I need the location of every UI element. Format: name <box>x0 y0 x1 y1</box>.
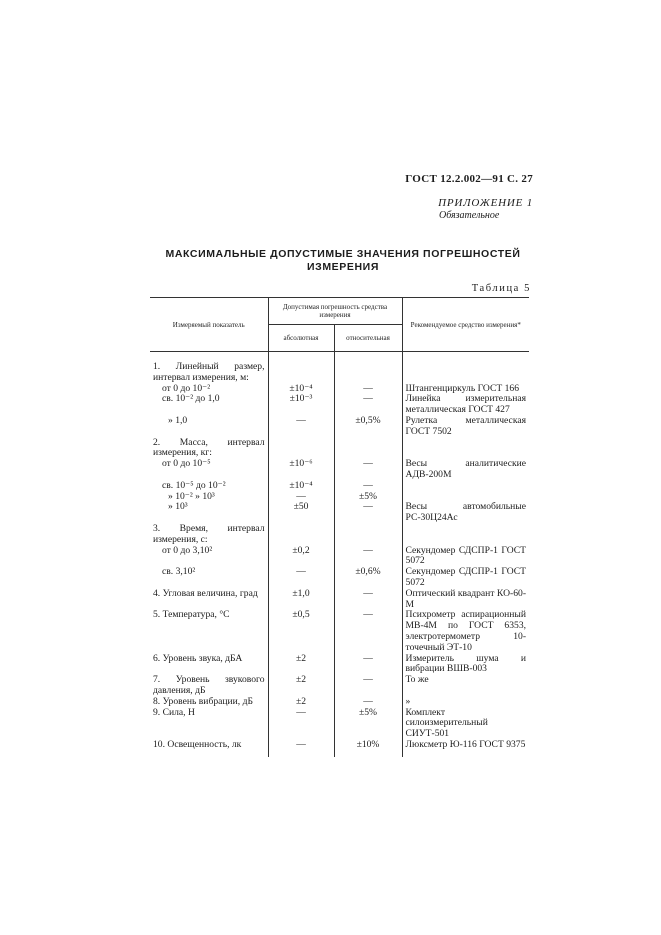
cell-relative: ±5% <box>334 492 402 503</box>
cell-instrument: Весы автомобильные РС-30Ц24Ас <box>402 502 529 524</box>
cell-indicator: 4. Угловая величина, град <box>150 589 268 611</box>
cell-relative: — <box>334 502 402 524</box>
table-row <box>150 459 529 481</box>
table-row <box>150 394 529 416</box>
cell-absolute: ±2 <box>268 675 334 697</box>
cell-indicator: » 1,0 <box>150 416 268 438</box>
cell-instrument <box>402 352 529 384</box>
cell-indicator: от 0 до 10⁻⁵ <box>150 459 268 481</box>
cell-instrument: Линейка измерительная металлическая ГОСТ 427 <box>402 394 529 416</box>
cell-instrument: Секундомер СДСПР-1 ГОСТ 5072 <box>402 546 529 568</box>
cell-absolute <box>268 524 334 546</box>
table-row <box>150 740 529 757</box>
header-error-group: Допустимая погрешность средства измерения <box>268 298 402 325</box>
cell-relative: — <box>334 610 402 653</box>
header-absolute: абсолютная <box>268 325 334 352</box>
cell-relative <box>334 524 402 546</box>
cell-indicator: 1. Линейный размер, интервал измерения, м: <box>150 352 268 384</box>
cell-indicator: 8. Уровень вибрации, дБ <box>150 697 268 708</box>
cell-instrument <box>402 524 529 546</box>
cell-instrument: Штангенциркуль ГОСТ 166 <box>402 384 529 395</box>
cell-instrument: Секундомер СДСПР-1 ГОСТ 5072 <box>402 567 529 589</box>
cell-indicator: 10. Освещенность, лк <box>150 740 268 757</box>
header-indicator: Измеряемый показатель <box>150 298 268 352</box>
cell-absolute <box>268 352 334 384</box>
cell-relative: — <box>334 697 402 708</box>
cell-absolute: ±10⁻⁴ <box>268 384 334 395</box>
cell-indicator: 7. Уровень звукового давления, дБ <box>150 675 268 697</box>
cell-instrument <box>402 438 529 460</box>
cell-absolute: ±0,5 <box>268 610 334 653</box>
cell-indicator: св. 3,10² <box>150 567 268 589</box>
table-row <box>150 352 529 384</box>
cell-indicator: » 10⁻² » 10³ <box>150 492 268 503</box>
table-row <box>150 438 529 460</box>
cell-instrument: Люксметр Ю-116 ГОСТ 9375 <box>402 740 529 757</box>
cell-relative <box>334 438 402 460</box>
cell-indicator: от 0 до 3,10² <box>150 546 268 568</box>
table-row <box>150 610 529 653</box>
cell-indicator: 2. Масса, интервал измерения, кг: <box>150 438 268 460</box>
document-reference: ГОСТ 12.2.002—91 С. 27 <box>405 173 533 185</box>
cell-indicator: св. 10⁻⁵ до 10⁻² <box>150 481 268 492</box>
error-limits-table <box>150 297 529 757</box>
table-row <box>150 524 529 546</box>
cell-instrument: Комплект силоизмерительный СИУТ-501 <box>402 708 529 740</box>
appendix-label: ПРИЛОЖЕНИЕ 1 <box>438 197 533 209</box>
cell-absolute: — <box>268 416 334 438</box>
cell-indicator: св. 10⁻² до 1,0 <box>150 394 268 416</box>
cell-relative <box>334 352 402 384</box>
cell-absolute: — <box>268 492 334 503</box>
cell-relative: ±0,5% <box>334 416 402 438</box>
cell-relative: — <box>334 459 402 481</box>
cell-absolute: ±10⁻³ <box>268 394 334 416</box>
cell-instrument: » <box>402 697 529 708</box>
cell-instrument: Психрометр аспирационный МВ-4М по ГОСТ 6353, электротермометр 10-точечный ЭТ-10 <box>402 610 529 653</box>
table-row <box>150 546 529 568</box>
cell-instrument: Измеритель шума и вибрации ВШВ-003 <box>402 654 529 676</box>
page-title: МАКСИМАЛЬНЫЕ ДОПУСТИМЫЕ ЗНАЧЕНИЯ ПОГРЕШНОСТЕЙ ИЗМЕРЕНИЯ <box>165 248 521 273</box>
cell-relative: ±10% <box>334 740 402 757</box>
appendix-status: Обязательное <box>439 210 500 221</box>
cell-absolute: ±0,2 <box>268 546 334 568</box>
cell-instrument <box>402 481 529 492</box>
cell-instrument: Оптический квадрант КО-60-М <box>402 589 529 611</box>
cell-indicator: 6. Уровень звука, дБА <box>150 654 268 676</box>
cell-indicator: » 10³ <box>150 502 268 524</box>
cell-relative: — <box>334 654 402 676</box>
table-row <box>150 675 529 697</box>
table-row <box>150 589 529 611</box>
cell-relative: — <box>334 675 402 697</box>
table-row <box>150 567 529 589</box>
cell-absolute: — <box>268 708 334 740</box>
cell-absolute: ±10⁻⁶ <box>268 459 334 481</box>
cell-relative: ±0,6% <box>334 567 402 589</box>
cell-absolute: — <box>268 567 334 589</box>
cell-indicator: от 0 до 10⁻² <box>150 384 268 395</box>
cell-relative: — <box>334 546 402 568</box>
cell-absolute <box>268 438 334 460</box>
table-label: Таблица 5 <box>471 283 531 294</box>
cell-absolute: ±10⁻⁴ <box>268 481 334 492</box>
table-row <box>150 416 529 438</box>
cell-indicator: 3. Время, интервал измерения, с: <box>150 524 268 546</box>
table-row <box>150 697 529 708</box>
cell-instrument: То же <box>402 675 529 697</box>
cell-absolute: ±2 <box>268 654 334 676</box>
cell-absolute: ±1,0 <box>268 589 334 611</box>
table-row <box>150 502 529 524</box>
cell-indicator: 9. Сила, Н <box>150 708 268 740</box>
cell-absolute: ±2 <box>268 697 334 708</box>
header-instrument: Рекомендуемое средство измерения* <box>402 298 529 352</box>
cell-instrument: Рулетка металлическая ГОСТ 7502 <box>402 416 529 438</box>
cell-relative: — <box>334 394 402 416</box>
cell-absolute: — <box>268 740 334 757</box>
header-relative: относительная <box>334 325 402 352</box>
cell-absolute: ±50 <box>268 502 334 524</box>
table-row <box>150 481 529 492</box>
cell-relative: — <box>334 481 402 492</box>
cell-instrument: Весы аналитические АДВ-200М <box>402 459 529 481</box>
cell-relative: — <box>334 384 402 395</box>
table-row <box>150 654 529 676</box>
cell-relative: ±5% <box>334 708 402 740</box>
cell-relative: — <box>334 589 402 611</box>
table-row <box>150 708 529 740</box>
cell-indicator: 5. Температура, °С <box>150 610 268 653</box>
